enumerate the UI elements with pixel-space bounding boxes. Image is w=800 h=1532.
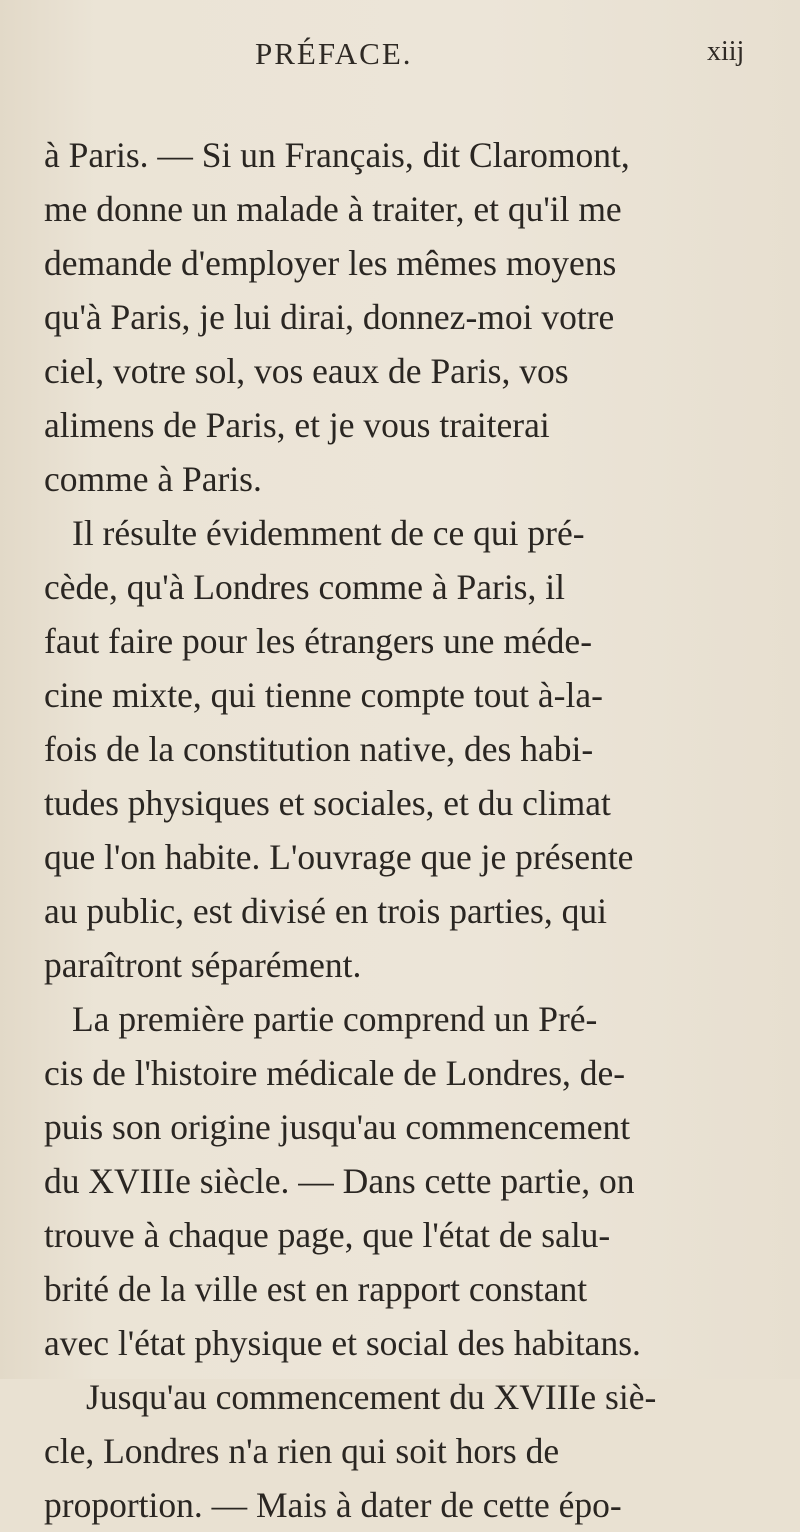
text-line: tudes physiques et sociales, et du climat [44, 783, 611, 823]
text-line: au public, est divisé en trois parties, qui [44, 891, 607, 931]
text-line: puis son origine jusqu'au commencement [44, 1107, 631, 1147]
page-number: xiij [707, 36, 745, 67]
text-line: alimens de Paris, et je vous traiterai [44, 405, 550, 445]
running-head [0, 36, 800, 86]
text-line: proportion. — Mais à dater de cette épo- [44, 1485, 622, 1525]
text-line: qu'à Paris, je lui dirai, donnez-moi votre [44, 297, 615, 337]
text-line: que l'on habite. L'ouvrage que je présente [44, 837, 634, 877]
text-line: Jusqu'au commencement du XVIIIe siè- [86, 1377, 657, 1417]
text-line: Il résulte évidemment de ce qui pré- [72, 513, 585, 553]
text-line: cède, qu'à Londres comme à Paris, il [44, 567, 565, 607]
text-line: comme à Paris. [44, 459, 262, 499]
text-line: brité de la ville est en rapport constant [44, 1269, 588, 1309]
text-line: cis de l'histoire médicale de Londres, de- [44, 1053, 626, 1093]
text-line: avec l'état physique et social des habitans. [44, 1323, 641, 1363]
text-line: du XVIIIe siècle. — Dans cette partie, on [44, 1161, 635, 1201]
text-line: faut faire pour les étrangers une méde- [44, 621, 593, 661]
text-line: trouve à chaque page, que l'état de salu- [44, 1215, 611, 1255]
text-line: demande d'employer les mêmes moyens [44, 243, 617, 283]
text-line: fois de la constitution native, des habi- [44, 729, 594, 769]
text-line: paraîtront séparément. [44, 945, 362, 985]
body-text [44, 128, 779, 1532]
text-line: me donne un malade à traiter, et qu'il me [44, 189, 622, 229]
text-line: cine mixte, qui tienne compte tout à-la- [44, 675, 603, 715]
text-line: ciel, votre sol, vos eaux de Paris, vos [44, 351, 569, 391]
text-line: La première partie comprend un Pré- [72, 999, 598, 1039]
running-head-title: PRÉFACE. [255, 36, 413, 71]
text-line: cle, Londres n'a rien qui soit hors de [44, 1431, 560, 1471]
text-line: à Paris. — Si un Français, dit Claromont, [44, 135, 630, 175]
